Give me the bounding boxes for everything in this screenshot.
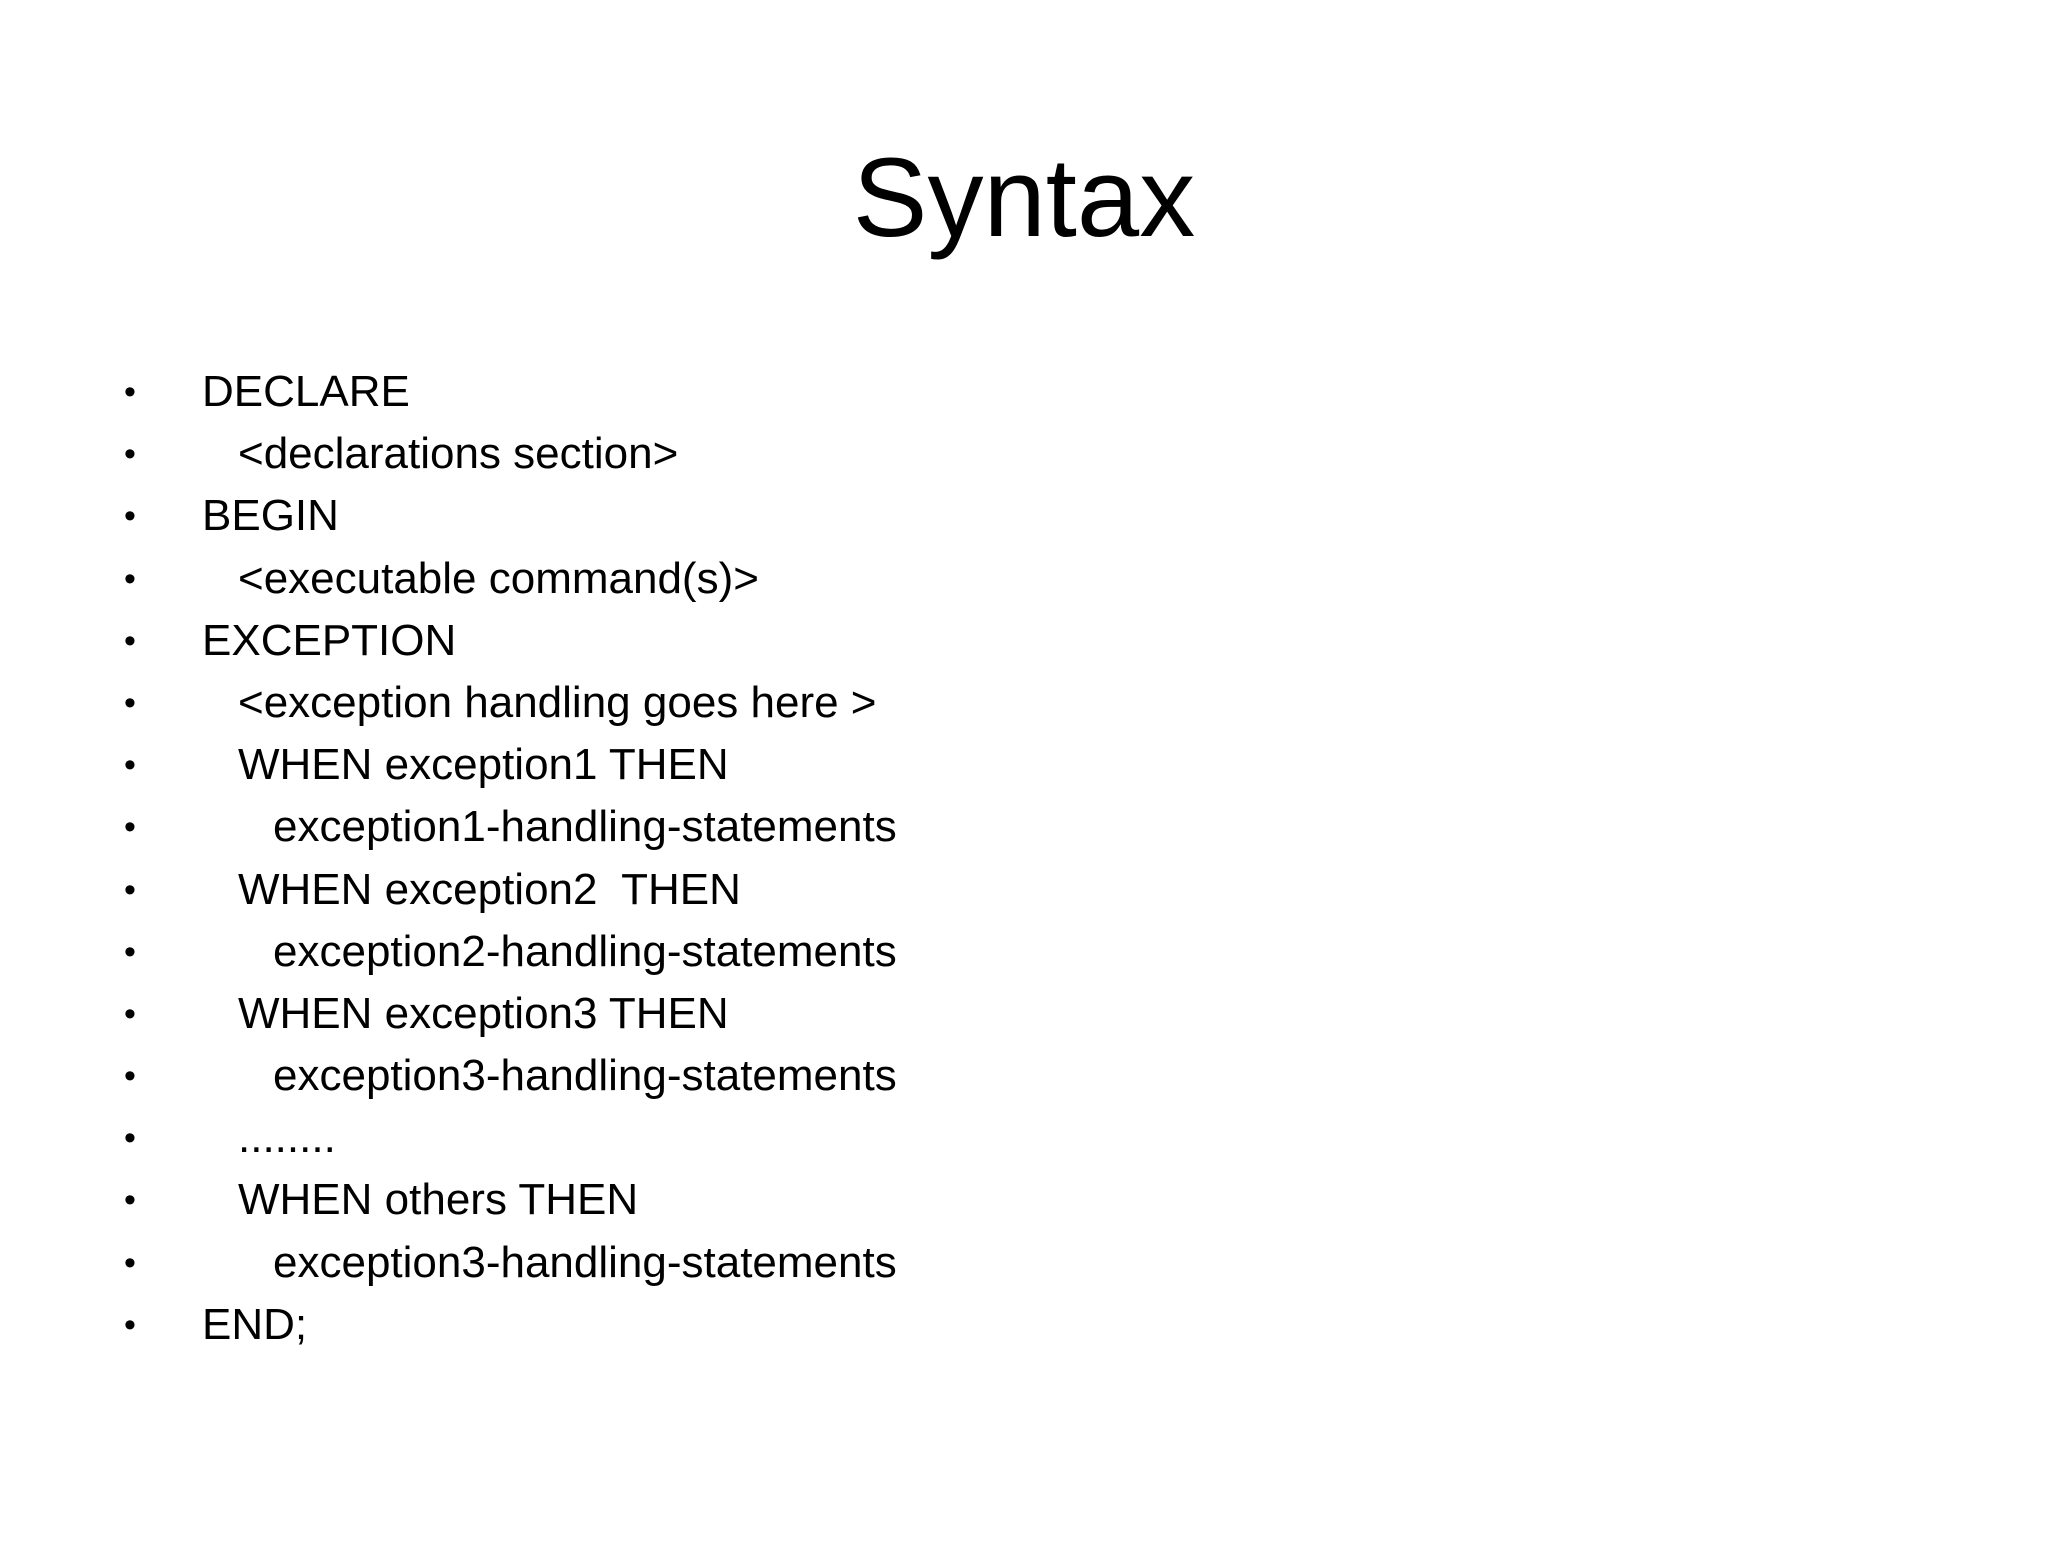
code-line: ........ [238, 1113, 336, 1163]
bullet-icon: • [124, 1181, 136, 1220]
code-line: exception3-handling-statements [273, 1051, 897, 1101]
list-item [118, 1045, 897, 1107]
code-line: WHEN exception2 THEN [238, 864, 741, 914]
bullet-icon: • [124, 1305, 136, 1344]
code-line: WHEN exception3 THEN [238, 988, 729, 1038]
list-item [118, 983, 729, 1045]
bullet-icon: • [124, 1119, 136, 1158]
code-line: WHEN others THEN [238, 1175, 639, 1225]
code-line: exception3-handling-statements [273, 1237, 897, 1287]
list-item [118, 610, 457, 672]
list-item [118, 548, 759, 610]
bullet-icon: • [124, 435, 136, 474]
bullet-icon: • [124, 1057, 136, 1096]
bullet-icon: • [124, 994, 136, 1033]
bullet-icon: • [124, 932, 136, 971]
list-item [118, 485, 339, 547]
bullet-icon: • [124, 870, 136, 909]
code-line: exception2-handling-statements [273, 926, 897, 976]
bullet-icon: • [124, 808, 136, 847]
slide-title: Syntax [852, 135, 1196, 260]
code-line: <executable command(s)> [238, 553, 759, 603]
bullet-icon: • [124, 683, 136, 722]
bullet-icon: • [124, 373, 136, 411]
code-line: END; [202, 1299, 308, 1349]
bullet-icon: • [124, 621, 136, 660]
code-line: <declarations section> [238, 429, 679, 479]
code-line: DECLARE [202, 367, 410, 416]
list-item [118, 423, 679, 485]
list-item [118, 1294, 308, 1356]
code-line: EXCEPTION [202, 615, 457, 665]
list-item [118, 921, 897, 983]
list-item [118, 1232, 897, 1294]
list-item [118, 1169, 639, 1231]
list-item [118, 734, 729, 796]
code-line: exception1-handling-statements [273, 802, 897, 852]
list-item [118, 796, 897, 858]
list-item [118, 1107, 336, 1169]
code-line: WHEN exception1 THEN [238, 740, 729, 790]
bullet-list [118, 361, 897, 1356]
bullet-icon: • [124, 559, 136, 598]
list-item [118, 361, 410, 423]
bullet-icon: • [124, 497, 136, 536]
list-item [118, 859, 741, 921]
code-line: <exception handling goes here > [238, 677, 877, 727]
code-line: BEGIN [202, 491, 339, 541]
bullet-icon: • [124, 746, 136, 785]
list-item [118, 672, 877, 734]
bullet-icon: • [124, 1243, 136, 1282]
